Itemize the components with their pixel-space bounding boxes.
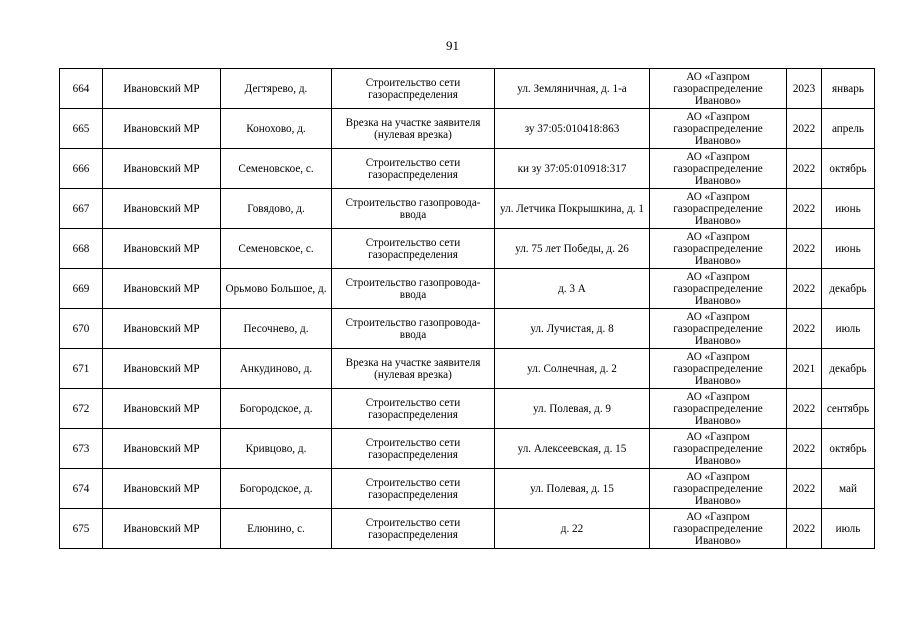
cell-district: Ивановский МР <box>103 269 221 309</box>
cell-year: 2022 <box>787 429 822 469</box>
cell-district: Ивановский МР <box>103 429 221 469</box>
cell-work-type: Строительство сети газораспределения <box>332 229 495 269</box>
cell-organization: АО «Газпром газораспределение Иваново» <box>650 389 787 429</box>
cell-number: 672 <box>60 389 103 429</box>
cell-address: ул. 75 лет Победы, д. 26 <box>495 229 650 269</box>
cell-address: ул. Полевая, д. 15 <box>495 469 650 509</box>
cell-organization: АО «Газпром газораспределение Иваново» <box>650 69 787 109</box>
cell-settlement: Кривцово, д. <box>221 429 332 469</box>
cell-settlement: Дегтярево, д. <box>221 69 332 109</box>
table-row <box>60 69 875 109</box>
cell-district: Ивановский МР <box>103 389 221 429</box>
cell-month: июнь <box>822 229 875 269</box>
cell-year: 2022 <box>787 509 822 549</box>
table-row <box>60 429 875 469</box>
cell-address: ул. Земляничная, д. 1-а <box>495 69 650 109</box>
cell-month: декабрь <box>822 269 875 309</box>
table-row <box>60 229 875 269</box>
cell-settlement: Песочнево, д. <box>221 309 332 349</box>
cell-address: д. 22 <box>495 509 650 549</box>
cell-organization: АО «Газпром газораспределение Иваново» <box>650 509 787 549</box>
cell-work-type: Строительство газопровода-ввода <box>332 269 495 309</box>
table-row <box>60 389 875 429</box>
cell-work-type: Строительство сети газораспределения <box>332 429 495 469</box>
cell-district: Ивановский МР <box>103 469 221 509</box>
cell-organization: АО «Газпром газораспределение Иваново» <box>650 269 787 309</box>
cell-work-type: Врезка на участке заявителя (нулевая врезка) <box>332 109 495 149</box>
cell-year: 2022 <box>787 469 822 509</box>
cell-month: сентябрь <box>822 389 875 429</box>
cell-address: ул. Солнечная, д. 2 <box>495 349 650 389</box>
cell-number: 668 <box>60 229 103 269</box>
cell-organization: АО «Газпром газораспределение Иваново» <box>650 229 787 269</box>
cell-address: ул. Лучистая, д. 8 <box>495 309 650 349</box>
cell-month: январь <box>822 69 875 109</box>
cell-month: октябрь <box>822 429 875 469</box>
cell-settlement: Богородское, д. <box>221 469 332 509</box>
cell-organization: АО «Газпром газораспределение Иваново» <box>650 469 787 509</box>
cell-district: Ивановский МР <box>103 109 221 149</box>
cell-month: июль <box>822 309 875 349</box>
cell-number: 670 <box>60 309 103 349</box>
cell-organization: АО «Газпром газораспределение Иваново» <box>650 429 787 469</box>
cell-district: Ивановский МР <box>103 309 221 349</box>
cell-month: июль <box>822 509 875 549</box>
cell-year: 2022 <box>787 109 822 149</box>
cell-address: ул. Полевая, д. 9 <box>495 389 650 429</box>
cell-number: 666 <box>60 149 103 189</box>
cell-district: Ивановский МР <box>103 509 221 549</box>
cell-year: 2022 <box>787 389 822 429</box>
cell-address: ул. Алексеевская, д. 15 <box>495 429 650 469</box>
cell-year: 2021 <box>787 349 822 389</box>
cell-work-type: Строительство сети газораспределения <box>332 69 495 109</box>
cell-work-type: Строительство сети газораспределения <box>332 389 495 429</box>
cell-address: ул. Летчика Покрышкина, д. 1 <box>495 189 650 229</box>
cell-month: октябрь <box>822 149 875 189</box>
cell-settlement: Семеновское, с. <box>221 149 332 189</box>
gasification-table <box>59 68 875 549</box>
cell-year: 2022 <box>787 269 822 309</box>
cell-district: Ивановский МР <box>103 189 221 229</box>
cell-month: апрель <box>822 109 875 149</box>
cell-address: зу 37:05:010418:863 <box>495 109 650 149</box>
cell-number: 667 <box>60 189 103 229</box>
cell-month: май <box>822 469 875 509</box>
table-row <box>60 109 875 149</box>
table-row <box>60 269 875 309</box>
cell-organization: АО «Газпром газораспределение Иваново» <box>650 189 787 229</box>
cell-work-type: Строительство сети газораспределения <box>332 469 495 509</box>
cell-district: Ивановский МР <box>103 229 221 269</box>
page-number: 91 <box>446 38 459 53</box>
table-row <box>60 509 875 549</box>
cell-address: д. 3 А <box>495 269 650 309</box>
cell-work-type: Строительство сети газораспределения <box>332 149 495 189</box>
cell-month: июнь <box>822 189 875 229</box>
cell-year: 2022 <box>787 309 822 349</box>
cell-organization: АО «Газпром газораспределение Иваново» <box>650 149 787 189</box>
cell-organization: АО «Газпром газораспределение Иваново» <box>650 349 787 389</box>
cell-number: 675 <box>60 509 103 549</box>
cell-settlement: Богородское, д. <box>221 389 332 429</box>
cell-year: 2023 <box>787 69 822 109</box>
cell-organization: АО «Газпром газораспределение Иваново» <box>650 109 787 149</box>
cell-work-type: Строительство газопровода-ввода <box>332 309 495 349</box>
cell-number: 669 <box>60 269 103 309</box>
cell-settlement: Конохово, д. <box>221 109 332 149</box>
cell-work-type: Врезка на участке заявителя (нулевая врезка) <box>332 349 495 389</box>
cell-organization: АО «Газпром газораспределение Иваново» <box>650 309 787 349</box>
cell-district: Ивановский МР <box>103 149 221 189</box>
cell-number: 674 <box>60 469 103 509</box>
cell-settlement: Семеновское, с. <box>221 229 332 269</box>
cell-year: 2022 <box>787 189 822 229</box>
table-row <box>60 189 875 229</box>
cell-address: ки зу 37:05:010918:317 <box>495 149 650 189</box>
cell-district: Ивановский МР <box>103 349 221 389</box>
cell-district: Ивановский МР <box>103 69 221 109</box>
cell-work-type: Строительство газопровода-ввода <box>332 189 495 229</box>
cell-number: 673 <box>60 429 103 469</box>
table-row <box>60 309 875 349</box>
cell-settlement: Орьмово Большое, д. <box>221 269 332 309</box>
cell-year: 2022 <box>787 229 822 269</box>
cell-number: 671 <box>60 349 103 389</box>
cell-settlement: Говядово, д. <box>221 189 332 229</box>
cell-year: 2022 <box>787 149 822 189</box>
cell-settlement: Анкудиново, д. <box>221 349 332 389</box>
cell-work-type: Строительство сети газораспределения <box>332 509 495 549</box>
cell-month: декабрь <box>822 349 875 389</box>
table-row <box>60 349 875 389</box>
table-row <box>60 469 875 509</box>
cell-number: 665 <box>60 109 103 149</box>
table-row <box>60 149 875 189</box>
cell-number: 664 <box>60 69 103 109</box>
cell-settlement: Елюнино, с. <box>221 509 332 549</box>
